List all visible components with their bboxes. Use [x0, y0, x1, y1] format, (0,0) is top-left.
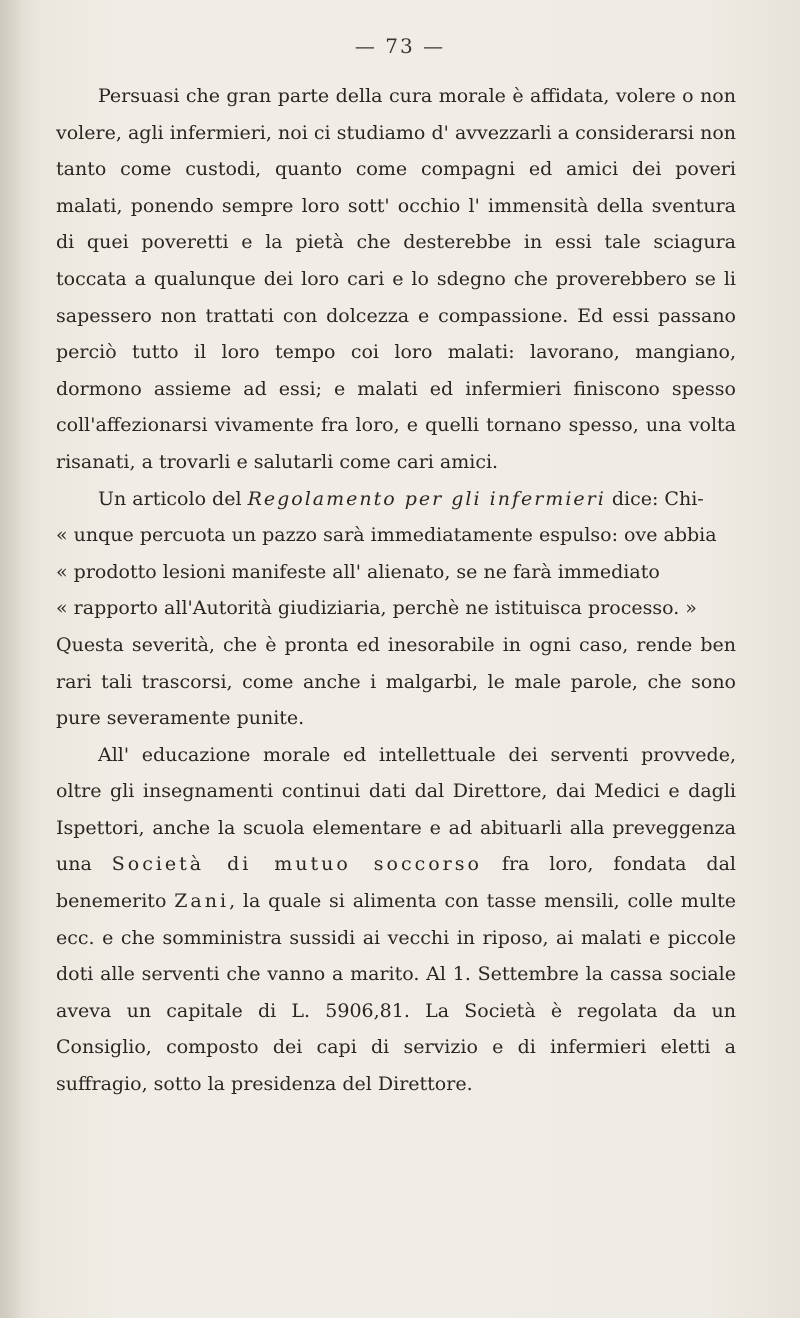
paragraph-2-rest: Questa severità, che è pronta ed inesorabile in ogni caso, rende ben rari tali trascorsi, come anche i malgarbi, le male parole, che sono pure severamente punite.: [56, 633, 736, 730]
paragraph-2-after-title: dice: Chi-: [605, 487, 704, 510]
page-spine-shadow: [0, 0, 22, 1318]
paragraph-2: [56, 481, 736, 518]
society-name: Società di mutuo soccorso: [111, 853, 482, 876]
regulation-title: Regolamento per gli infermieri: [247, 487, 606, 510]
page-number: — 73 —: [354, 34, 446, 58]
paragraph-1: Persuasi che gran parte della cura morale è affidata, volere o non volere, agli infermieri, noi ci studiamo d' avvezzarli a considerarsi non tanto come custodi, quanto come compagni ed amici dei poveri malati, ponendo sempre loro sott' occhio l' immensità della sventura di quei poveretti e la pietà che desterebbe in essi tale sciagura toccata a qualunque dei loro cari e lo sdegno che proverebbero se li sapessero non trattati con dolcezza e compassione. Ed essi passano perciò tutto il loro tempo coi loro malati: lavorano, mangiano, dormono assieme ad essi; e malati ed infermieri finiscono spesso coll'affezionarsi vivamente fra loro, e quelli tornano spesso, una volta risanati, a trovarli e salutarli come cari amici.: [56, 85, 736, 473]
paragraph-3-part-a: All' educazione morale ed intellettuale dei serventi provvede, oltre gli insegnamenti continui dati dal Direttore, dai Medici e dagli Ispettori, anche la scuola elementare e ad abituarli alla preveggenza una: [56, 743, 736, 876]
quote-line-2: « prodotto lesioni manifeste all' alienato, se ne farà immediato: [56, 560, 660, 583]
body-text: [56, 78, 736, 1103]
founder-name: Zani: [174, 890, 230, 913]
quote-line-1: « unque percuota un pazzo sarà immediatamente espulso: ove abbia: [56, 524, 717, 547]
paragraph-3-part-b: fra loro, fondata dal benemerito: [56, 853, 736, 913]
quote-line-3: « rapporto all'Autorità giudiziaria, perchè ne istituisca processo. »: [56, 597, 697, 620]
paragraph-2-intro: Un articolo del: [98, 487, 248, 510]
paragraph-3-part-c: , la quale si alimenta con tasse mensili, colle multe ecc. e che somministra sussidi ai vecchi in riposo, ai malati e piccole doti alle serventi che vanno a marito. Al 1. Settembre la cassa sociale aveva un capitale di L. 5906,81. La Società è regolata da un Consiglio, composto dei capi di servizio e di infermieri eletti a suffragio, sotto la presidenza del Direttore.: [56, 890, 736, 1096]
paragraph-3: [56, 737, 736, 1103]
